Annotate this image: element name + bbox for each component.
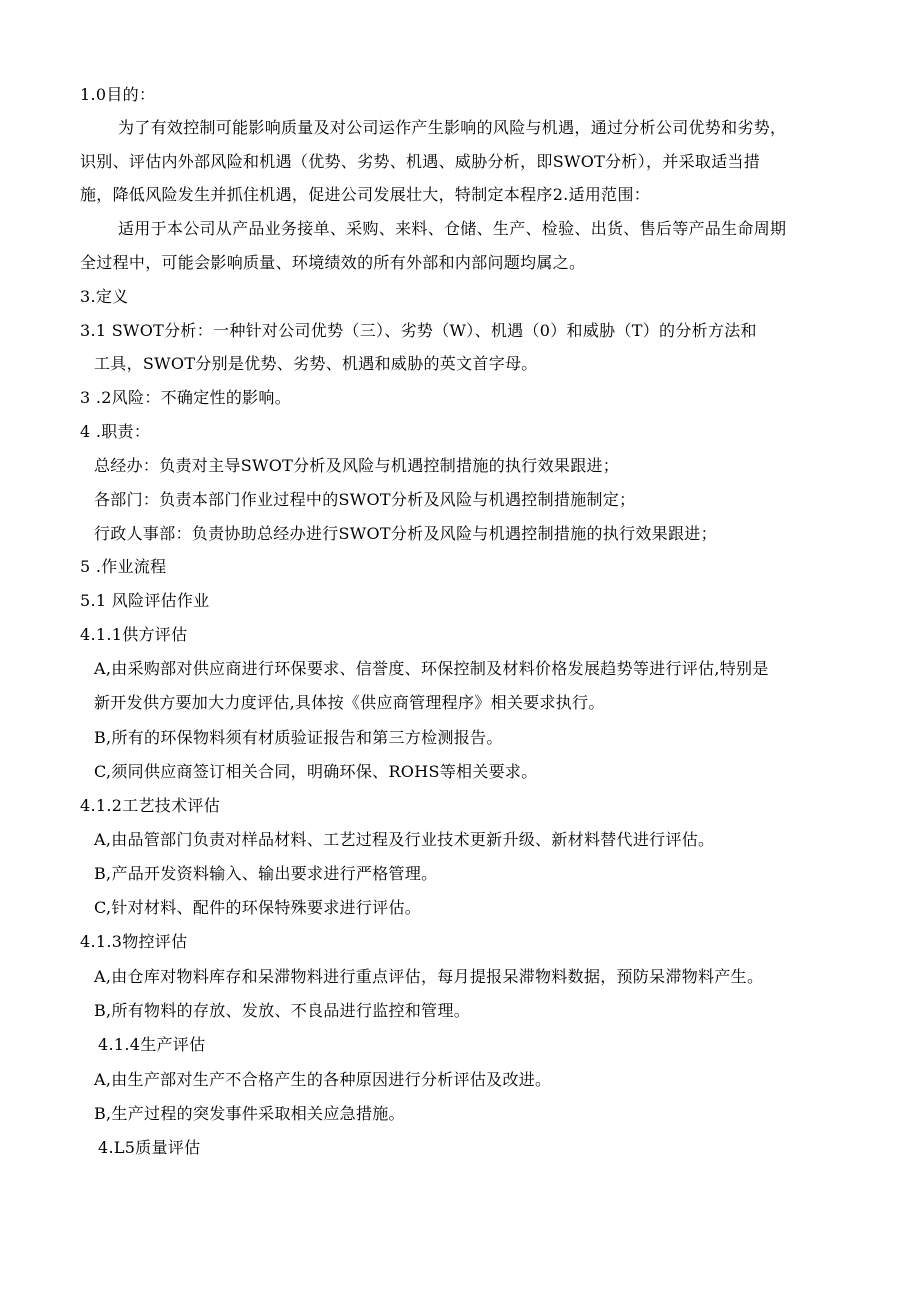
definition-risk: 3 .2风险：不确定性的影响。 (80, 388, 292, 407)
section-4-1-3-heading: 4.1.3物控评估 (80, 932, 188, 951)
supplier-item-b: B,所有的环保物料须有材质验证报告和第三方检测报告。 (94, 728, 503, 747)
material-item-a: A,由仓库对物料库存和呆滞物料进行重点评估，每月提报呆滞物料数据，预防呆滞物料产生。 (94, 967, 764, 986)
scope-paragraph-line-2: 全过程中，可能会影响质量、环境绩效的所有外部和内部问题均属之。 (80, 253, 586, 272)
section-4-1-5-heading: 4.L5质量评估 (98, 1138, 201, 1157)
process-item-a: A,由品管部门负责对样品材料、工艺过程及行业技术更新升级、新材料替代进行评估。 (94, 830, 715, 849)
purpose-paragraph-line-3: 施，降低风险发生并抓住机遇，促进公司发展壮大，特制定本程序2.适用范围： (80, 185, 651, 204)
production-item-b: B,生产过程的突发事件采取相关应急措施。 (94, 1104, 405, 1123)
purpose-paragraph-line-2: 识别、评估内外部风险和机遇（优势、劣势、机遇、威胁分析，即SWOT分析），并采取适当措 (80, 152, 761, 171)
production-item-a: A,由生产部对生产不合格产生的各种原因进行分析评估及改进。 (94, 1070, 552, 1089)
section-3-heading: 3.定义 (80, 287, 129, 306)
process-item-c: C,针对材料、配件的环保特殊要求进行评估。 (94, 898, 422, 917)
section-4-1-2-heading: 4.1.2工艺技术评估 (80, 796, 221, 815)
supplier-item-c: C,须同供应商签订相关合同，明确环保、ROHS等相关要求。 (94, 762, 538, 781)
duty-general-office: 总经办：负责对主导SWOT分析及风险与机遇控制措施的执行效果跟进； (94, 456, 620, 475)
duty-hr-admin: 行政人事部：负责协助总经办进行SWOT分析及风险与机遇控制措施的执行效果跟进； (94, 524, 717, 543)
section-4-1-1-heading: 4.1.1供方评估 (80, 625, 188, 644)
process-item-b: B,产品开发资料输入、输出要求进行严格管理。 (94, 864, 438, 883)
section-1-heading: 1.0目的： (80, 85, 156, 104)
supplier-item-a-line-2: 新开发供方要加大力度评估,具体按《供应商管理程序》相关要求执行。 (94, 693, 605, 712)
definition-swot-line-2: 工具，SWOT分别是优势、劣势、机遇和威胁的英文首字母。 (94, 354, 538, 373)
section-5-1-heading: 5.1 风险评估作业 (80, 591, 210, 610)
section-4-heading: 4 .职责： (80, 422, 151, 441)
purpose-paragraph-line-1: 为了有效控制可能影响质量及对公司运作产生影响的风险与机遇，通过分析公司优势和劣势， (118, 118, 787, 137)
scope-paragraph-line-1: 适用于本公司从产品业务接单、采购、来料、仓储、生产、检验、出货、售后等产品生命周期 (118, 219, 787, 238)
definition-swot-line-1: 3.1 SWOT分析：一种针对公司优势（三）、劣势（W）、机遇（0）和威胁（T）的分析方法和 (80, 321, 757, 340)
material-item-b: B,所有物料的存放、发放、不良品进行监控和管理。 (94, 1001, 471, 1020)
supplier-item-a-line-1: A,由采购部对供应商进行环保要求、信誉度、环保控制及材料价格发展趋势等进行评估,特别是 (94, 659, 769, 678)
section-5-heading: 5 .作业流程 (80, 557, 167, 576)
duty-departments: 各部门：负责本部门作业过程中的SWOT分析及风险与机遇控制措施制定； (94, 490, 636, 509)
section-4-1-4-heading: 4.1.4生产评估 (98, 1035, 206, 1054)
